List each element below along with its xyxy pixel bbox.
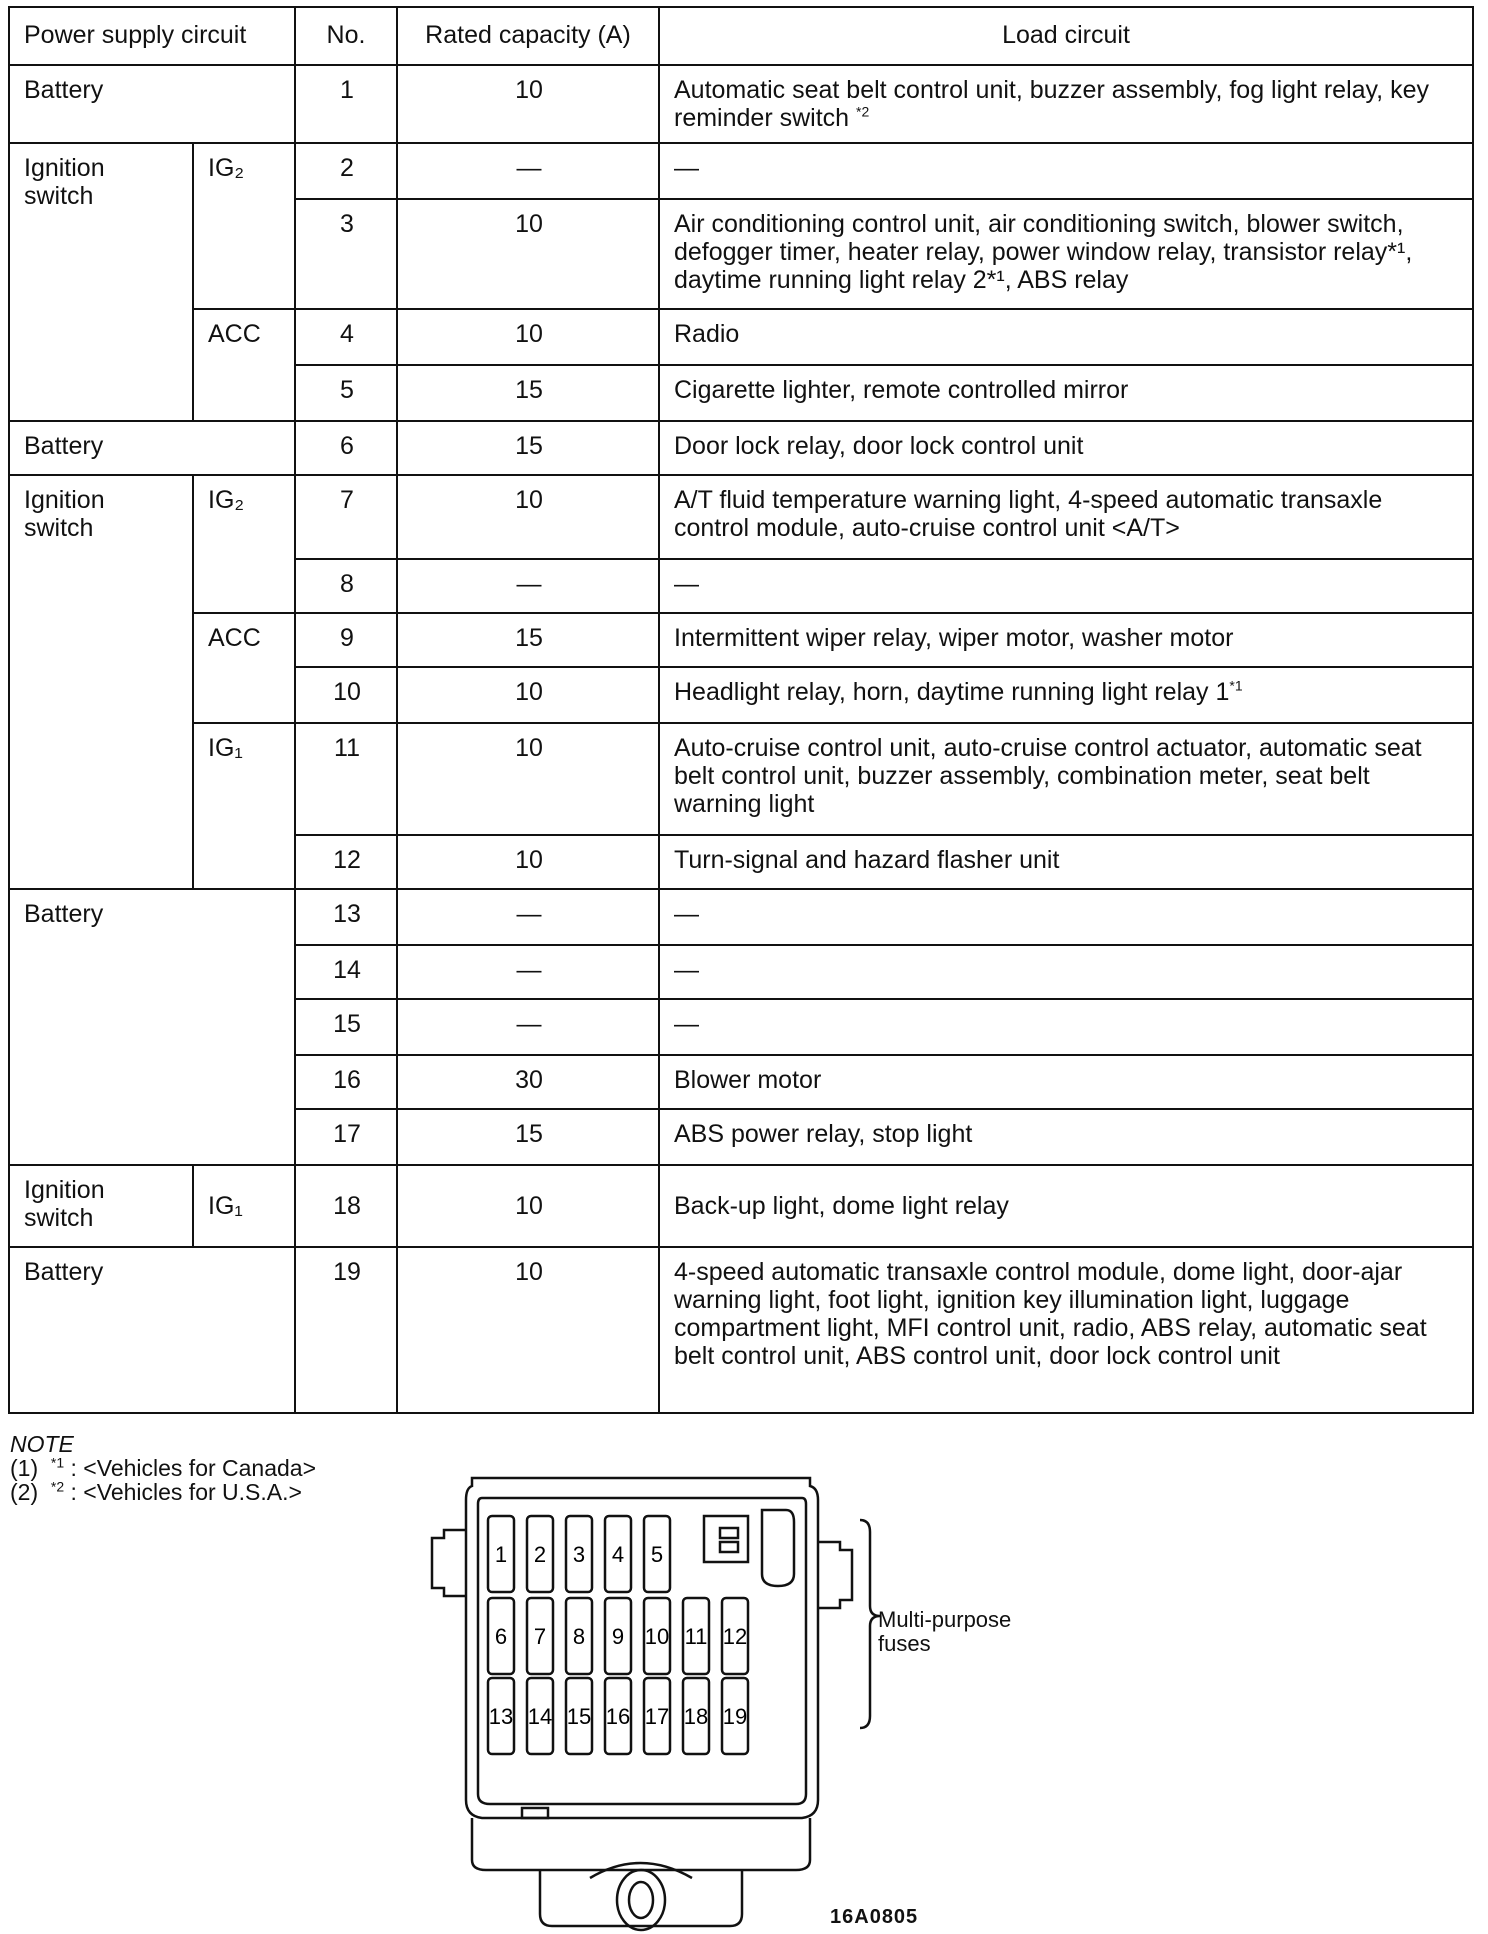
note-line-usa — [10, 1480, 316, 1504]
source-ig1: IG₁ — [193, 723, 295, 889]
fuse-slot-label: 11 — [684, 1624, 708, 1649]
table-row — [9, 1165, 1473, 1247]
load-circuit — [659, 667, 1473, 723]
fuse-capacity: — — [397, 889, 659, 945]
fuse-capacity: — — [397, 945, 659, 999]
fuse-number: 8 — [295, 559, 397, 613]
fuse-capacity: 15 — [397, 613, 659, 667]
fuse-slot-label: 16 — [605, 1704, 631, 1729]
load-circuit: Door lock relay, door lock control unit — [659, 421, 1473, 475]
fuse-slot-label: 13 — [488, 1704, 514, 1729]
fuse-capacity: 30 — [397, 1055, 659, 1109]
fuse-capacity: 10 — [397, 1247, 659, 1413]
note-title: NOTE — [10, 1431, 74, 1457]
fuse-slot-label: 4 — [611, 1542, 625, 1567]
fuse-slots — [488, 1516, 748, 1754]
fuse-number: 2 — [295, 143, 397, 199]
load-circuit: A/T fluid temperature warning light, 4-speed automatic transaxle control module, auto-cruise control unit <A/T> — [659, 475, 1473, 559]
fuse-capacity: 10 — [397, 835, 659, 889]
source-battery: Battery — [9, 1247, 295, 1413]
load-circuit: Auto-cruise control unit, auto-cruise control actuator, automatic seat belt control unit, buzzer assembly, combination meter, seat belt warning light — [659, 723, 1473, 835]
figure-id: 16A0805 — [830, 1906, 919, 1928]
fuse-slot-label: 2 — [533, 1542, 547, 1567]
table-row — [9, 1247, 1473, 1413]
fuse-box-diagram — [430, 1470, 1050, 1934]
note-text: : <Vehicles for Canada> — [70, 1455, 317, 1481]
fuse-capacity: — — [397, 559, 659, 613]
load-circuit: — — [659, 143, 1473, 199]
fuse-capacity: 10 — [397, 199, 659, 309]
fuse-number: 13 — [295, 889, 397, 945]
fuse-slot-label: 7 — [533, 1624, 547, 1649]
source-acc: ACC — [193, 309, 295, 421]
load-circuit: Turn-signal and hazard flasher unit — [659, 835, 1473, 889]
load-circuit: ABS power relay, stop light — [659, 1109, 1473, 1165]
relay-holder — [762, 1510, 794, 1586]
source-battery: Battery — [9, 65, 295, 143]
load-circuit: — — [659, 999, 1473, 1055]
header-capacity: Rated capacity (A) — [397, 7, 659, 65]
table-row — [9, 309, 1473, 365]
fuse-capacity: 10 — [397, 309, 659, 365]
source-ig1: IG₁ — [193, 1165, 295, 1247]
fuse-slot-label: 8 — [572, 1624, 586, 1649]
table-row — [9, 889, 1473, 945]
load-circuit: Intermittent wiper relay, wiper motor, washer motor — [659, 613, 1473, 667]
fuse-slot-label: 14 — [527, 1704, 553, 1729]
fuse-number: 5 — [295, 365, 397, 421]
fuse-slot-label: 18 — [683, 1704, 709, 1729]
latch — [522, 1808, 548, 1818]
load-text: Automatic seat belt control unit, buzzer assembly, fog light relay, key reminder switch — [674, 76, 1429, 132]
load-circuit: Radio — [659, 309, 1473, 365]
table-row — [9, 613, 1473, 667]
load-circuit — [659, 65, 1473, 143]
table-header-row — [9, 7, 1473, 65]
fuse-number: 1 — [295, 65, 397, 143]
fuse-number: 15 — [295, 999, 397, 1055]
fuse-slot-label: 3 — [572, 1542, 586, 1567]
mounting-hole — [617, 1870, 665, 1930]
mounting-hole-inner — [629, 1882, 653, 1918]
load-circuit: 4-speed automatic transaxle control module, dome light, door-ajar warning light, foot light, ignition key illumination light, luggage compartment light, MFI control unit, radio, ABS relay, automatic seat belt control unit, ABS control unit, door lock control unit — [659, 1247, 1473, 1413]
fuse-table — [8, 6, 1474, 1414]
fuse-capacity: — — [397, 999, 659, 1055]
fuse-slot-label: 10 — [644, 1624, 670, 1649]
table-row — [9, 143, 1473, 199]
load-circuit: Back-up light, dome light relay — [659, 1165, 1473, 1247]
fuse-capacity: 15 — [397, 421, 659, 475]
table-row — [9, 65, 1473, 143]
fuse-slot-label: 12 — [722, 1624, 748, 1649]
callout-brace — [860, 1520, 880, 1728]
fuse-number: 18 — [295, 1165, 397, 1247]
fuse-number: 3 — [295, 199, 397, 309]
fuse-slot-label: 6 — [494, 1624, 508, 1649]
fuse-number: 6 — [295, 421, 397, 475]
fuse-number: 19 — [295, 1247, 397, 1413]
source-ig2: IG₂ — [193, 143, 295, 309]
header-power-supply: Power supply circuit — [9, 7, 295, 65]
note-text: : <Vehicles for U.S.A.> — [70, 1479, 302, 1505]
fuse-number: 12 — [295, 835, 397, 889]
note-prefix: (1) — [10, 1455, 39, 1481]
source-battery: Battery — [9, 889, 295, 1165]
fuse-slot-label: 17 — [644, 1704, 670, 1729]
fuse-number: 4 — [295, 309, 397, 365]
fuse-number: 14 — [295, 945, 397, 999]
note-mark: *2 — [50, 1478, 65, 1495]
relay-pin — [720, 1542, 738, 1552]
fuse-number: 11 — [295, 723, 397, 835]
load-circuit: — — [659, 889, 1473, 945]
source-ignition-switch: Ignition switch — [9, 1165, 193, 1247]
note-line-canada — [10, 1456, 316, 1480]
header-no: No. — [295, 7, 397, 65]
left-clip — [432, 1530, 466, 1596]
fuse-capacity: 10 — [397, 723, 659, 835]
fuse-capacity: 15 — [397, 365, 659, 421]
load-text: Headlight relay, horn, daytime running light relay 1 — [674, 678, 1230, 706]
note-mark: *1 — [50, 1454, 65, 1471]
fuse-number: 10 — [295, 667, 397, 723]
fuse-number: 16 — [295, 1055, 397, 1109]
load-circuit: Cigarette lighter, remote controlled mirror — [659, 365, 1473, 421]
source-ignition-switch: Ignition switch — [9, 143, 193, 421]
source-ig2: IG₂ — [193, 475, 295, 613]
fuse-number: 17 — [295, 1109, 397, 1165]
fuse-capacity: 10 — [397, 65, 659, 143]
fuse-slot-label: 5 — [650, 1542, 664, 1567]
fuse-slot-label: 15 — [566, 1704, 592, 1729]
load-circuit: — — [659, 559, 1473, 613]
fuse-number: 9 — [295, 613, 397, 667]
fuse-capacity: 15 — [397, 1109, 659, 1165]
fuse-capacity: 10 — [397, 667, 659, 723]
fuse-capacity: — — [397, 143, 659, 199]
table-row — [9, 723, 1473, 835]
fuse-capacity: 10 — [397, 1165, 659, 1247]
fuse-capacity: 10 — [397, 475, 659, 559]
load-circuit: — — [659, 945, 1473, 999]
right-clip — [818, 1542, 852, 1608]
fuse-number: 7 — [295, 475, 397, 559]
header-load: Load circuit — [659, 7, 1473, 65]
fuse-slot-label: 9 — [611, 1624, 625, 1649]
footnote-mark: *2 — [856, 103, 870, 120]
multi-purpose-fuses-label: Multi-purpose fuses — [878, 1607, 1012, 1656]
fuse-slot-label: 1 — [494, 1542, 508, 1567]
note-block — [10, 1432, 316, 1504]
source-acc: ACC — [193, 613, 295, 723]
note-prefix: (2) — [10, 1479, 39, 1505]
load-circuit: Air conditioning control unit, air conditioning switch, blower switch, defogger timer, heater relay, power window relay, transistor relay*¹, daytime running light relay 2*¹, ABS relay — [659, 199, 1473, 309]
source-ignition-switch: Ignition switch — [9, 475, 193, 889]
load-circuit: Blower motor — [659, 1055, 1473, 1109]
table-row — [9, 421, 1473, 475]
table-row — [9, 475, 1473, 559]
source-battery: Battery — [9, 421, 295, 475]
footnote-mark: *1 — [1229, 677, 1243, 694]
fuse-box-housing — [466, 1478, 818, 1818]
fuse-slot-label: 19 — [722, 1704, 748, 1729]
relay-pin — [720, 1528, 738, 1538]
